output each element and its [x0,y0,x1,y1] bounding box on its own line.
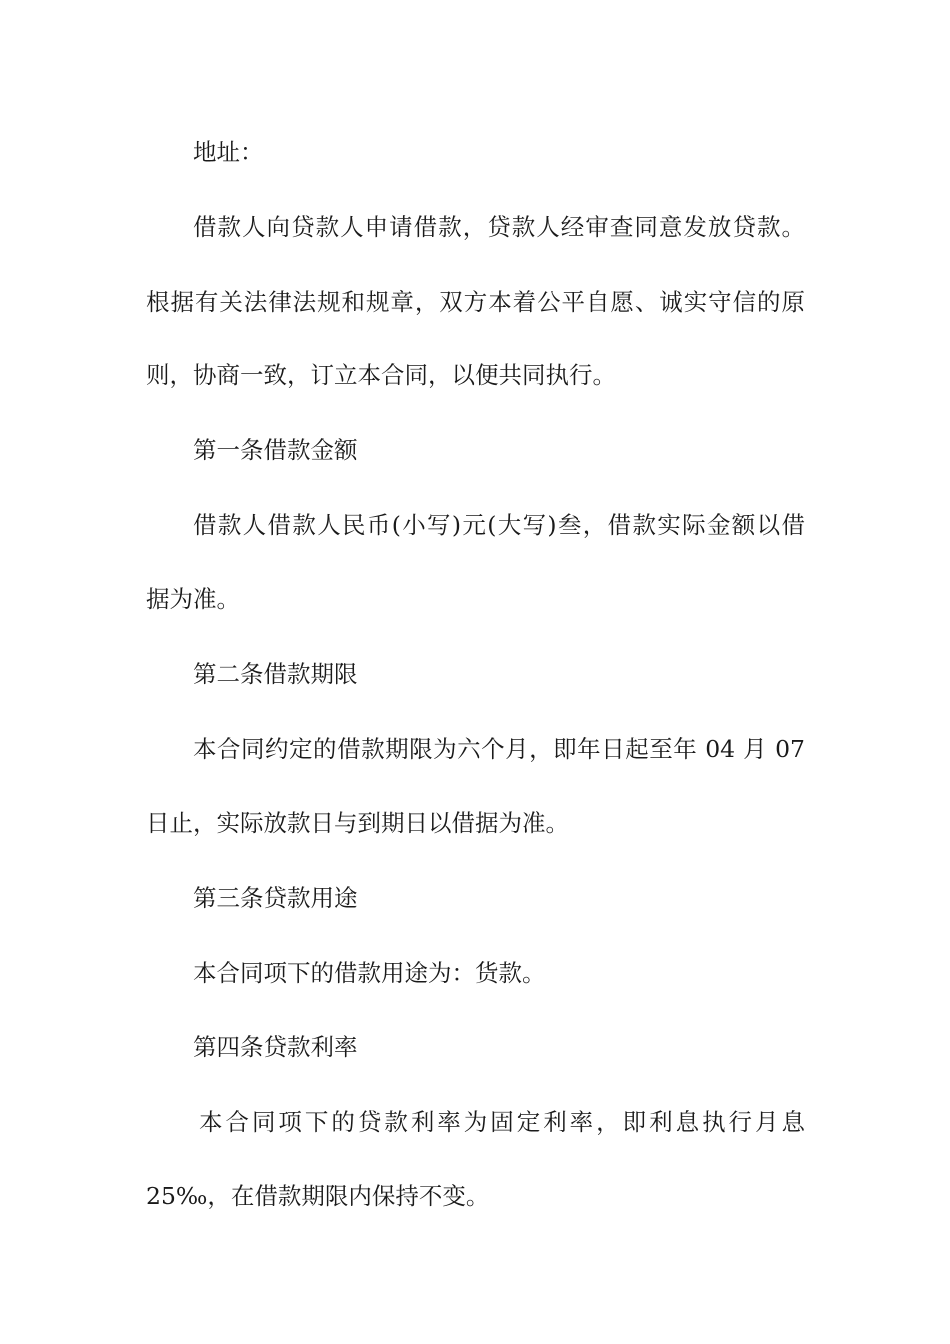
article-1-line-2: 据为准。 [146,585,240,613]
article-2-line-1: 本合同约定的借款期限为六个月，即年日起至年 04 月 07 [193,735,805,763]
preamble-line-3: 则，协商一致，订立本合同，以便共同执行。 [146,361,616,389]
article-2-heading: 第二条借款期限 [193,660,358,688]
preamble-line-1: 借款人向贷款人申请借款，贷款人经审查同意发放贷款。 [193,213,805,241]
article-1-heading: 第一条借款金额 [193,436,358,464]
article-4-heading: 第四条贷款利率 [193,1033,358,1061]
address-label: 地址： [193,138,264,166]
article-3-heading: 第三条贷款用途 [193,884,358,912]
preamble-line-2: 根据有关法律法规和规章，双方本着公平自愿、诚实守信的原 [146,288,805,316]
article-2-line-2: 日止，实际放款日与到期日以借据为准。 [146,809,569,837]
article-4-line-2: 25‰，在借款期限内保持不变。 [146,1182,490,1210]
article-1-line-1: 借款人借款人民币(小写)元(大写)叁，借款实际金额以借 [193,511,805,539]
article-4-line-1: 本合同项下的贷款利率为固定利率，即利息执行月息 [199,1108,805,1136]
article-3-line-1: 本合同项下的借款用途为：货款。 [193,959,546,987]
